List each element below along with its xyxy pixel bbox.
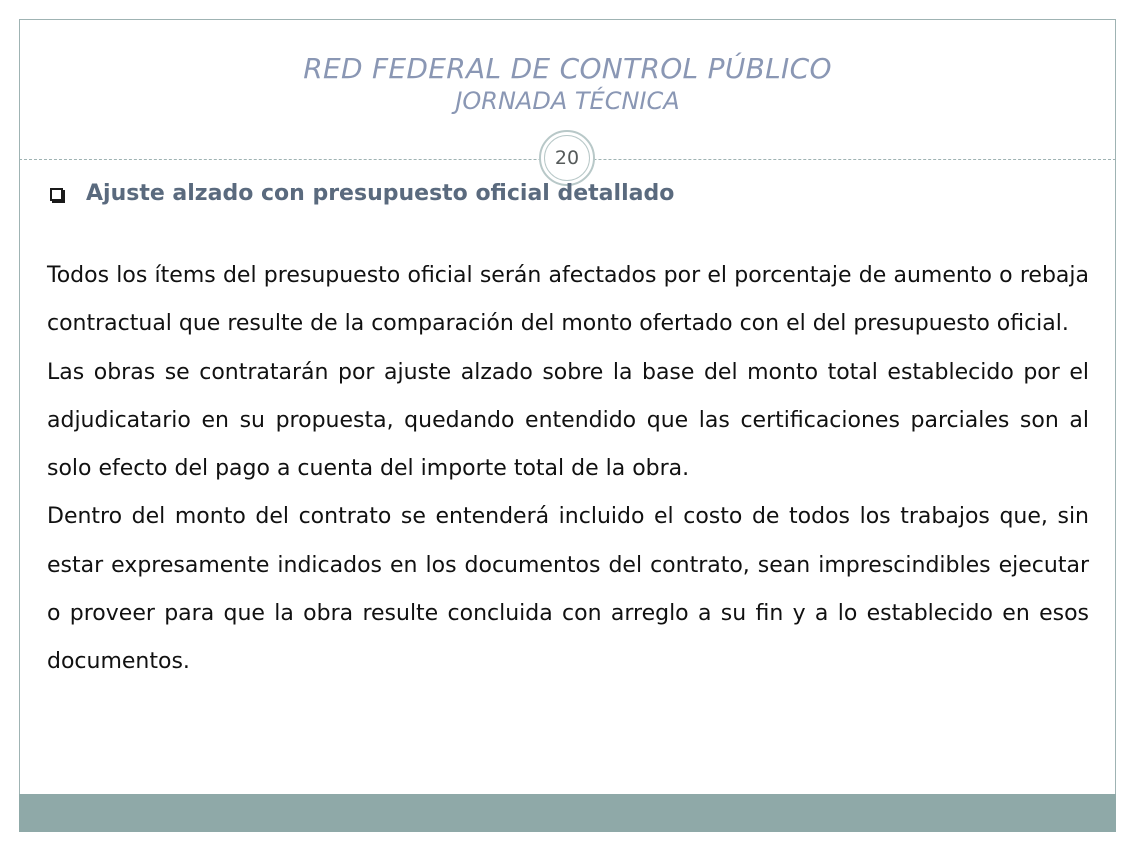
header-subtitle: JORNADA TÉCNICA [455, 87, 680, 115]
footer-band [19, 794, 1116, 832]
paragraph: Dentro del monto del contrato se entenderá incluido el costo de todos los trabajos que, sin estar expresamente indicados en los documentos del contrato, sean imprescindibles ejecutar o proveer para que la obra resulte concluida con arreglo a su fin y a lo establecido en esos documentos. [47, 504, 1089, 675]
section-heading [50, 178, 1090, 210]
section-heading-text: Ajuste alzado con presupuesto oficial detallado [86, 181, 675, 206]
header-title: RED FEDERAL DE CONTROL PÚBLICO [303, 52, 832, 85]
paragraph: Todos los ítems del presupuesto oficial serán afectados por el porcentaje de aumento o rebaja contractual que resulte de la comparación del monto ofertado con el del presupuesto oficial. [47, 263, 1089, 337]
checkbox-bullet-icon [50, 188, 63, 201]
paragraph: Las obras se contratarán por ajuste alzado sobre la base del monto total establecido por el adjudicatario en su propuesta, quedando entendido que las certificaciones parciales son al solo efecto del pago a cuenta del importe total de la obra. [47, 359, 1089, 482]
page-number: 20 [544, 135, 590, 181]
body-text [47, 252, 1089, 687]
